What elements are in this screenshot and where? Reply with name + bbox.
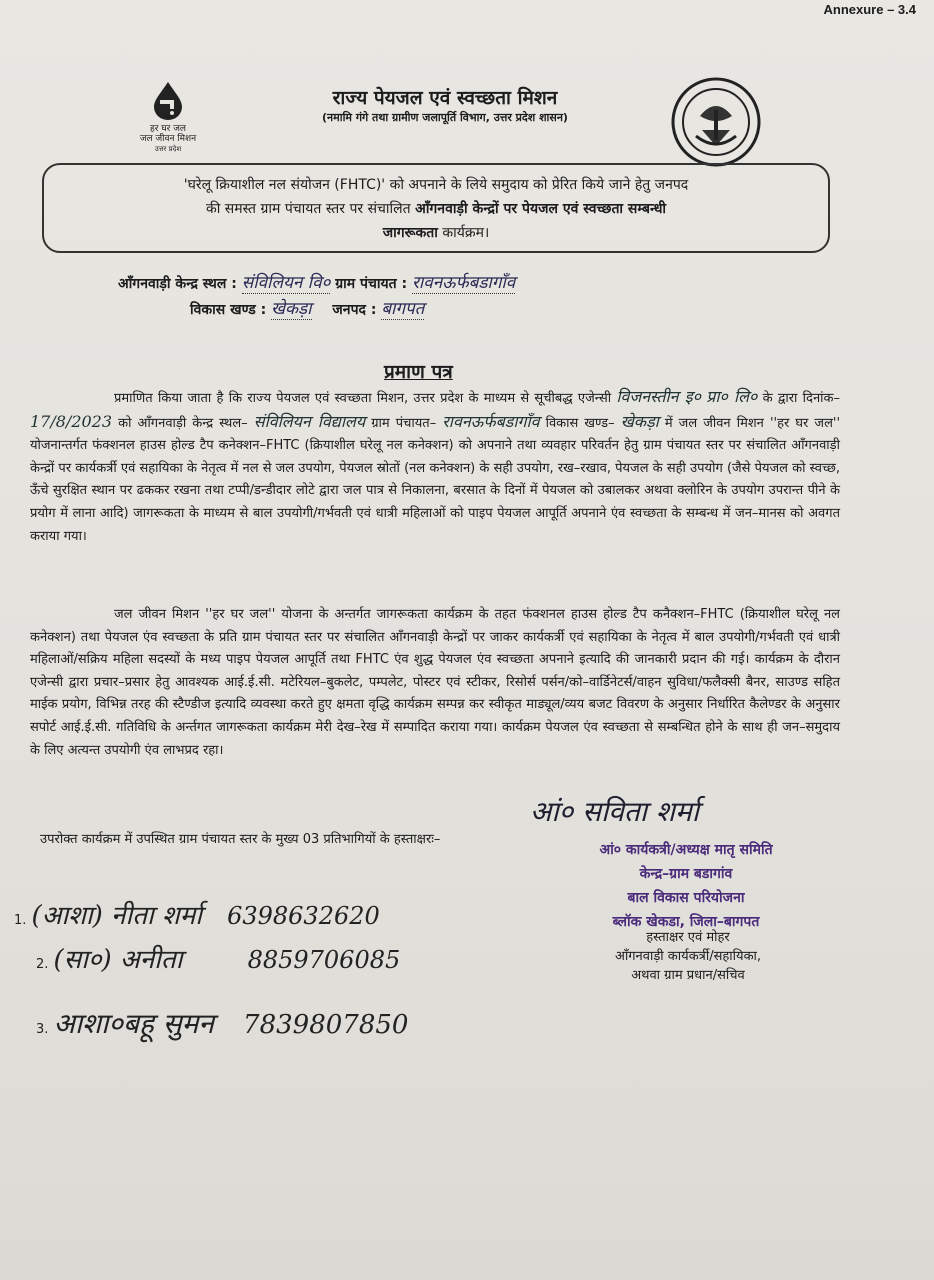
certificate-title: प्रमाण पत्र xyxy=(384,361,453,383)
box-line-2-normal: की समस्त ग्राम पंचायत स्तर पर संचालित xyxy=(205,201,416,217)
water-drop-tap-icon xyxy=(148,80,188,120)
agency-suffix: प्रा० लि० xyxy=(706,387,758,406)
para1-text-5: विकास खण्ड– xyxy=(545,415,615,431)
program-date: 17/8/2023 xyxy=(30,411,113,431)
para1-text-6: में जल जीवन मिशन ''हर घर जल'' योजनान्तर्गत फंक्शनल हाउस होल्ड टैप कनेक्शन–FHTC (क्रियाशील घरेलू नल कनेक्शन) को अपनाने तथा व्यवहार परिवर्तन हेतु ग्राम पंचायत स्तर पर संचालित आँगनवाड़ी केन्द्रों पर कार्यकर्त्री एवं सहायिका के नेतृत्व में नल से जल उपयोग, पेयजल स्रोतों (नल कनेक्शन) के सही उपयोग, रख–रखाव, पेयजल के सही उपयोग (जैसे पेयजल को स्वच्छ, ऊँचे सुरक्षित स्थान पर ढककर रखना तथा टप्पी/डन्डीदार लोटे द्वारा जल पात्र से निकालना, बरसात के दिनों में पेयजल को उबालकर अथवा क्लोरिन के उपयोग उपरान्त पीने के प्रयोग में लाना आदि) जागरूकता के माध्यम से बाल उपयोगी/गर्भवती एवं धात्री महिलाओं को पाइप पेयजल आपूर्ति अपनाने एंव स्वच्छता के सम्बन्ध में जन–मानस को अवगत कराया गया। xyxy=(30,415,841,544)
header-subtitle: (नमामि गंगे तथा ग्रामीण जलापूर्ति विभाग, उत्तर प्रदेश शासन) xyxy=(322,111,568,124)
signature-caption xyxy=(568,928,808,985)
panchayat-label: ग्राम पंचायत : xyxy=(335,276,408,292)
stamp-line-4: ब्लॉक खेकडा, जिला–बागपत xyxy=(612,914,760,930)
center-label: आँगनवाड़ी केन्द्र स्थल : xyxy=(118,276,237,292)
panchayat-value: रावनऊर्फबडागाँव xyxy=(411,273,516,293)
district-label: जनपद : xyxy=(332,302,377,318)
development-block: खेकड़ा xyxy=(620,411,659,431)
participant-2 xyxy=(36,940,400,976)
participant-2-num: 2. xyxy=(36,957,49,972)
participant-3-num: 3. xyxy=(36,1022,49,1037)
jal-jeevan-mission-logo xyxy=(128,80,208,154)
box-line-1: 'घरेलू क्रियाशील नल संयोजन (FHTC)' को अपनाने के लिये समुदाय को प्रेरित किये जाने हेतु जनपद xyxy=(183,177,689,193)
official-stamp xyxy=(556,838,816,934)
annexure-label: Annexure – 3.4 xyxy=(823,2,916,17)
stamp-line-3: बाल विकास परियोजना xyxy=(627,890,745,906)
logo-caption-1: हर घर जल xyxy=(150,124,186,134)
participant-1-num: 1. xyxy=(14,913,27,928)
logo-caption-3: उत्तर प्रदेश xyxy=(154,145,182,153)
logo-caption-2: जल जीवन मिशन xyxy=(139,134,197,144)
block-label: विकास खण्ड : xyxy=(190,302,267,318)
box-line-3 xyxy=(62,221,810,245)
para1-text-2: के द्वारा दिनांक– xyxy=(762,391,841,406)
location-line-1 xyxy=(118,270,515,293)
box-line-3-bold: जागरूकता xyxy=(382,225,438,241)
certificate-paragraph-2: जल जीवन मिशन ''हर घर जल'' योजना के अन्तर्गत जागरूकता कार्यक्रम के तहत फंक्शनल हाउस होल्ड टैप कनैक्शन–FHTC (क्रियाशील घरेलू नल कनेक्शन) तथा पेयजल एंव स्वच्छता के प्रति ग्राम पंचायत स्तर पर संचालित आँगनवाड़ी केन्द्रों पर जाकर कार्यकर्त्री एवं सहायिका के नेतृत्व में बाल उपयोगी/गर्भवती एवं धात्री महिलाओं/सक्रिय महिला सदस्यों के मध्य पाइप पेयजल आपूर्ति तथा FHTC एंव शुद्ध पेयजल एंव स्वच्छता अपनाने इत्यादि की जानकारी प्रदान की गई। कार्यक्रम के दौरान एजेन्सी द्वारा प्रचार–प्रसार हेतु आवश्यक आई.ई.सी. मटेरियल–बुकलेट, पम्पलेट, पोस्टर एवं स्टीकर, रिसोर्स पर्सन/को–वार्डिनेटर्स/वाहन सुविधा/फलैक्सी बैनर, साउण्ड सहित माईक प्रयोग, विभिन्न तरह की स्टैण्डीज इत्यादि व्यवस्था करते हुए क्षमता वृद्धि कार्यक्रम सम्पन्न कर स्वीकृत माड्यूल/व्यय बजट विवरण के अनुसार निर्धारित कैलेण्डर के अनुसार सपोर्ट आई.ई.सी. गतिविधि के अर्न्तगत जागरूकता कार्यक्रम मेरी देख–रेख में सम्पादित कराया गया। कार्यक्रम पेयजल एंव स्वच्छता से सम्बन्धित होने के साथ ही जन–समुदाय के लिए अत्यन्त उपयोगी एंव लाभप्रद रहा। xyxy=(30,607,840,758)
participant-1-phone: 6398632620 xyxy=(227,902,380,930)
box-line-2-bold: आँगनवाड़ी केन्द्रों पर पेयजल एवं स्वच्छता सम्बन्धी xyxy=(415,201,667,217)
certificate-paragraph-1 xyxy=(30,386,840,548)
district-value: बागपत xyxy=(381,299,425,319)
box-line-2 xyxy=(62,197,810,221)
box-line-3-normal: कार्यक्रम। xyxy=(437,225,490,241)
para1-text-4: ग्राम पंचायत– xyxy=(371,415,437,431)
para1-text-1: प्रमाणित किया जाता है कि राज्य पेयजल एवं स्वच्छता मिशन, उत्तर प्रदेश के माध्यम से सूचीबद्ध एजेन्सी xyxy=(114,391,612,406)
participant-1 xyxy=(14,896,380,932)
program-title-box xyxy=(42,163,830,253)
sig-caption-2: आँगनवाड़ी कार्यकर्त्री/सहायिका, xyxy=(614,949,762,964)
anganwadi-center: संविलियन विद्यालय xyxy=(253,411,366,431)
center-value: संविलियन वि० xyxy=(241,273,331,293)
participants-intro: उपरोक्त कार्यक्रम में उपस्थित ग्राम पंचायत स्तर के मुख्य 03 प्रतिभागियों के हस्ताक्षरः– xyxy=(40,832,441,847)
stamp-line-2: केन्द्र–ग्राम बडागांव xyxy=(639,866,733,882)
gram-panchayat: रावनऊर्फबडागाँव xyxy=(442,411,540,431)
participant-1-name: (आशा) नीता शर्मा xyxy=(31,901,202,931)
agency-name: विजनस्तीन इ० xyxy=(616,387,701,406)
participant-3-name: आशा०बहू सुमन xyxy=(53,1007,214,1040)
sig-caption-3: अथवा ग्राम प्रधान/सचिव xyxy=(631,968,745,983)
header-title: राज्य पेयजल एवं स्वच्छता मिशन xyxy=(332,87,558,109)
officer-signature: आं० सविता शर्मा xyxy=(530,795,699,828)
block-value: खेकड़ा xyxy=(271,299,312,319)
para1-text-3: को आँगनवाड़ी केन्द्र स्थल– xyxy=(118,415,248,431)
sig-caption-1: हस्ताक्षर एवं मोहर xyxy=(646,930,730,945)
stamp-line-1: आं० कार्यकत्री/अध्यक्ष मातृ समिति xyxy=(599,842,773,858)
uttar-pradesh-seal-icon xyxy=(670,76,762,168)
participant-2-name: (सा०) अनीता xyxy=(53,945,183,975)
participant-2-phone: 8859706085 xyxy=(247,946,401,974)
participant-3 xyxy=(36,1004,408,1042)
location-line-2 xyxy=(190,296,424,319)
participant-3-phone: 7839807850 xyxy=(243,1010,409,1040)
